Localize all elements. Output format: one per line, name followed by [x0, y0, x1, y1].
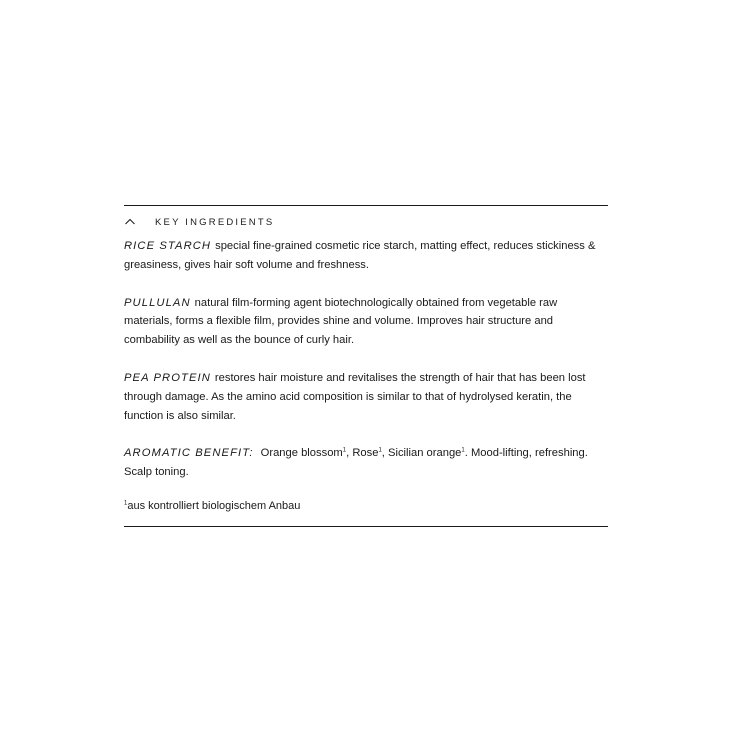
- ingredient-name: PEA PROTEIN: [124, 371, 211, 384]
- accordion-title: KEY INGREDIENTS: [155, 216, 275, 228]
- ingredient-name: RICE STARCH: [124, 240, 212, 252]
- ingredient-description: restores hair moisture and revitalises the strength of hair that has been lost through damage. As the amino acid composition is similar to that of hydrolysed keratin, the function is also similar.: [124, 371, 586, 422]
- ingredient-pullulan: [124, 294, 608, 350]
- key-ingredients-accordion: [124, 205, 608, 527]
- footnote-mark: 1: [124, 500, 128, 507]
- ingredient-pea-protein: [124, 369, 608, 425]
- aromatic-tail: Mood-lifting, refreshing. Scalp toning.: [124, 447, 588, 479]
- ingredient-name: PULLULAN: [124, 296, 191, 309]
- aromatic-item: Rose$^1$,: [352, 447, 388, 460]
- aromatic-item: Sicilian orange$^1$.: [388, 447, 471, 460]
- aromatic-item: Orange blossom$^1$,: [260, 447, 353, 460]
- ingredient-description: special fine-grained cosmetic rice starch, matting effect, reduces stickiness & greasiness, gives hair soft volume and freshness.: [124, 240, 596, 271]
- aromatic-name: AROMATIC BENEFIT:: [124, 447, 254, 460]
- footnote-text: aus kontrolliert biologischem Anbau: [127, 499, 301, 512]
- footnote: [124, 498, 608, 514]
- accordion-header[interactable]: [124, 214, 608, 230]
- ingredient-rice-starch: [124, 237, 608, 275]
- aromatic-benefit: [124, 444, 608, 482]
- ingredient-description: natural film-forming agent biotechnologically obtained from vegetable raw materials, forms a flexible film, provides shine and volume. Improves hair structure and combability as well as the bounce of curly hair.: [124, 296, 558, 347]
- chevron-up-icon[interactable]: [124, 216, 136, 228]
- ingredients-content: [124, 237, 608, 514]
